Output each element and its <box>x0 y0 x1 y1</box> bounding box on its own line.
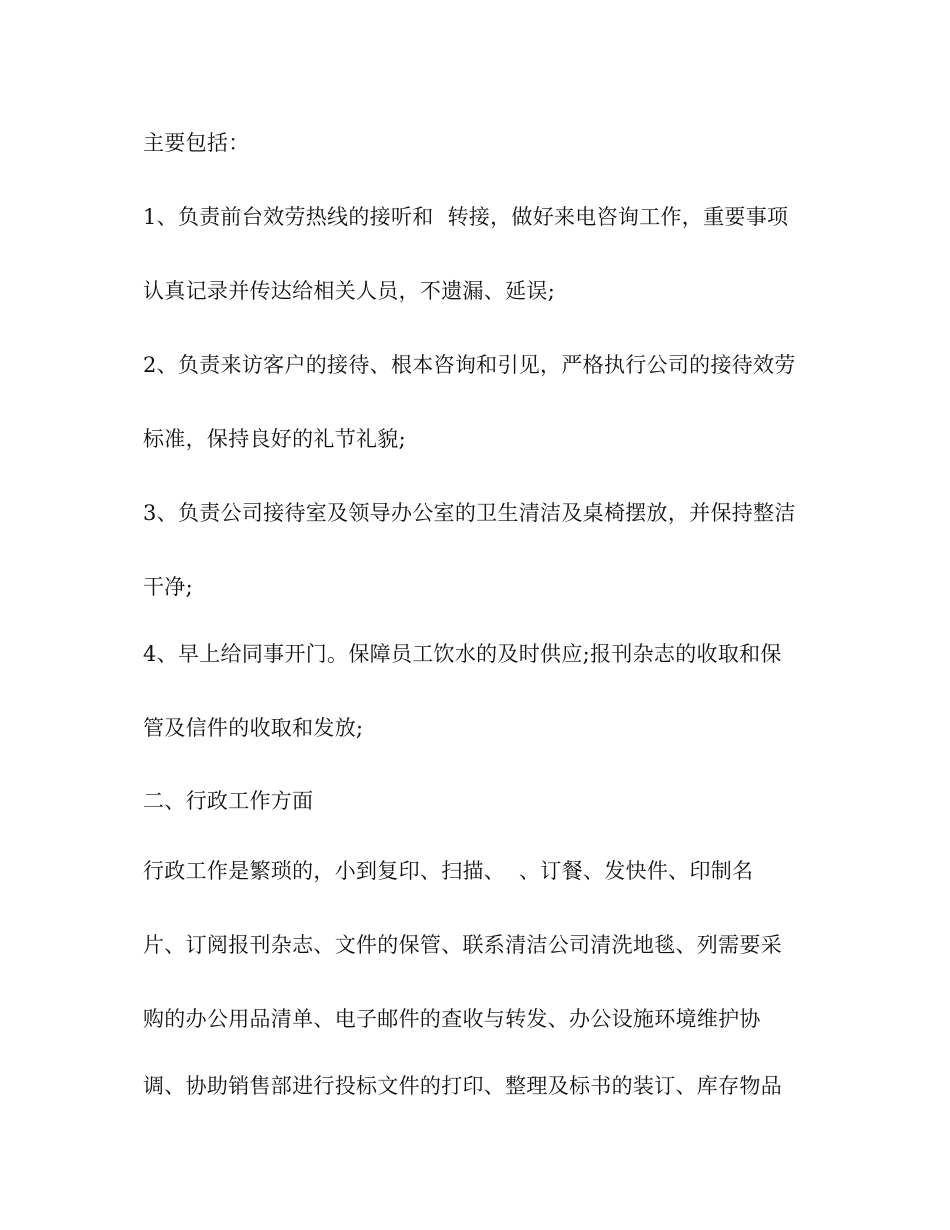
text-line-para-1: 行政工作是繁琐的，小到复印、扫描、 、订餐、发快件、印制名 <box>143 859 754 883</box>
text-line-item-3a: 3、负责公司接待室及领导办公室的卫生清洁及桌椅摆放，并保持整洁 <box>143 501 796 525</box>
text-line-para-4: 调、协助销售部进行投标文件的打印、整理及标书的装订、库存物品 <box>143 1074 782 1098</box>
text-line-item-4b: 管及信件的收取和发放; <box>143 716 364 740</box>
text-line-item-2a: 2、负责来访客户的接待、根本咨询和引见，严格执行公司的接待效劳 <box>143 353 796 377</box>
text-line-item-2b: 标准，保持良好的礼节礼貌; <box>143 427 406 451</box>
text-line-item-1a: 1、负责前台效劳热线的接听和 转接，做好来电咨询工作，重要事项 <box>143 205 789 229</box>
text-line-item-1b: 认真记录并传达给相关人员，不遗漏、延误; <box>143 279 556 303</box>
section-heading: 二、行政工作方面 <box>143 789 314 813</box>
text-line-para-2: 片、订阅报刊杂志、文件的保管、联系清洁公司清洗地毯、列需要采 <box>143 933 782 957</box>
text-line-para-3: 购的办公用品清单、电子邮件的查收与转发、办公设施环境维护协 <box>143 1007 761 1031</box>
text-line-item-3b: 干净; <box>143 575 193 599</box>
text-line-intro: 主要包括： <box>143 131 250 155</box>
text-line-item-4a: 4、早上给同事开门。保障员工饮水的及时供应;报刊杂志的收取和保 <box>143 642 782 666</box>
